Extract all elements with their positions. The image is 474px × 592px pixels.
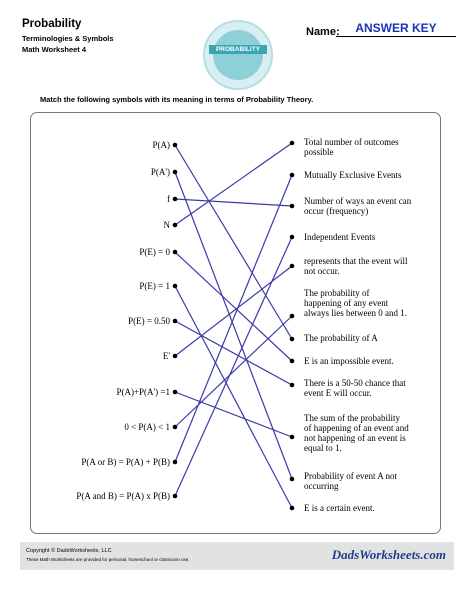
meaning-line: The sum of the probability <box>304 413 400 423</box>
meaning-label <box>304 471 444 491</box>
answer-key: ANSWER KEY <box>336 21 456 37</box>
match-line <box>175 143 292 225</box>
meaning-line: The probability of <box>304 288 370 298</box>
symbol-label: 0 < P(A) < 1 <box>124 422 170 432</box>
meaning-label <box>304 288 444 318</box>
symbol-dot[interactable] <box>173 284 178 289</box>
match-line <box>175 252 292 361</box>
symbol-dot[interactable] <box>173 197 178 202</box>
meaning-line: event E will occur. <box>304 388 372 398</box>
symbol-dot[interactable] <box>173 319 178 324</box>
worksheet-title: Probability <box>22 18 82 30</box>
meaning-line: equal to 1. <box>304 443 342 453</box>
symbol-label: P(E) = 0 <box>139 247 170 257</box>
meaning-dot[interactable] <box>290 141 295 146</box>
meaning-line: happening of any event <box>304 298 389 308</box>
meaning-line: occurring <box>304 481 339 491</box>
meaning-dot[interactable] <box>290 337 295 342</box>
meaning-line: always lies between 0 and 1. <box>304 308 407 318</box>
symbol-label: E' <box>162 351 170 361</box>
meaning-dot[interactable] <box>290 204 295 209</box>
meaning-label <box>304 196 444 216</box>
meaning-label <box>304 413 444 453</box>
meaning-label <box>304 356 444 366</box>
symbol-dot[interactable] <box>173 494 178 499</box>
meaning-dot[interactable] <box>290 359 295 364</box>
meaning-line: Independent Events <box>304 232 376 242</box>
match-line <box>175 321 292 385</box>
meaning-line: Number of ways an event can <box>304 196 412 206</box>
meaning-dot[interactable] <box>290 506 295 511</box>
meaning-line: occur (frequency) <box>304 206 369 216</box>
meaning-label <box>304 333 444 343</box>
symbol-dot[interactable] <box>173 250 178 255</box>
meaning-label <box>304 378 444 398</box>
symbol-dot[interactable] <box>173 170 178 175</box>
meaning-dot[interactable] <box>290 477 295 482</box>
symbol-label: P(E) = 0.50 <box>128 316 170 326</box>
meaning-line: not occur. <box>304 266 340 276</box>
symbol-dot[interactable] <box>173 425 178 430</box>
symbol-dot[interactable] <box>173 390 178 395</box>
meaning-dot[interactable] <box>290 235 295 240</box>
meaning-line: E is a certain event. <box>304 503 375 513</box>
meaning-line: E is an impossible event. <box>304 356 394 366</box>
meaning-label <box>304 503 444 513</box>
meaning-dot[interactable] <box>290 314 295 319</box>
meaning-label <box>304 232 444 242</box>
meaning-label <box>304 256 444 276</box>
meaning-label <box>304 137 444 157</box>
worksheet-subtitle: Terminologies & Symbols <box>22 34 114 43</box>
brand-logo: DadsWorksheets.com <box>331 547 446 562</box>
symbol-label: P(A and B) = P(A) x P(B) <box>76 491 170 501</box>
symbol-label: P(A or B) = P(A) + P(B) <box>81 457 170 467</box>
meaning-line: of happening of an event and <box>304 423 409 433</box>
symbol-dot[interactable] <box>173 460 178 465</box>
symbol-label: f <box>167 194 170 204</box>
meaning-line: represents that the event will <box>304 256 408 266</box>
symbol-label: N <box>163 220 170 230</box>
meaning-line: possible <box>304 147 334 157</box>
usage-note: These Math Worksheets are provided for personal, homeschool or classroom use. <box>26 557 190 562</box>
meaning-line: There is a 50-50 chance that <box>304 378 406 388</box>
meaning-label <box>304 170 444 180</box>
meaning-line: Probability of event A not <box>304 471 397 481</box>
symbol-label: P(E) = 1 <box>139 281 170 291</box>
meaning-dot[interactable] <box>290 383 295 388</box>
name-label: Name: <box>306 26 340 38</box>
match-line <box>175 237 292 496</box>
meaning-dot[interactable] <box>290 435 295 440</box>
symbol-dot[interactable] <box>173 143 178 148</box>
symbol-dot[interactable] <box>173 223 178 228</box>
worksheet-number: Math Worksheet 4 <box>22 45 87 54</box>
symbol-label: P(A)+P(A') =1 <box>116 387 170 397</box>
symbol-label: P(A') <box>150 167 170 177</box>
meaning-line: not happening of an event is <box>304 433 406 443</box>
symbol-label: P(A) <box>152 140 170 150</box>
footer <box>20 542 454 570</box>
meaning-line: Mutually Exclusive Events <box>304 170 402 180</box>
meaning-line: Total number of outcomes <box>304 137 399 147</box>
copyright: Copyright © DadsWorksheets, LLC <box>26 548 112 554</box>
match-line <box>175 392 292 437</box>
meaning-dot[interactable] <box>290 264 295 269</box>
instructions: Match the following symbols with its meaning in terms of Probability Theory. <box>40 95 314 104</box>
match-line <box>175 145 292 339</box>
symbol-dot[interactable] <box>173 354 178 359</box>
meaning-line: The probability of A <box>304 333 378 343</box>
logo-text: PROBABILITY <box>209 45 267 54</box>
match-line <box>175 199 292 206</box>
match-line <box>175 316 292 427</box>
meaning-dot[interactable] <box>290 173 295 178</box>
